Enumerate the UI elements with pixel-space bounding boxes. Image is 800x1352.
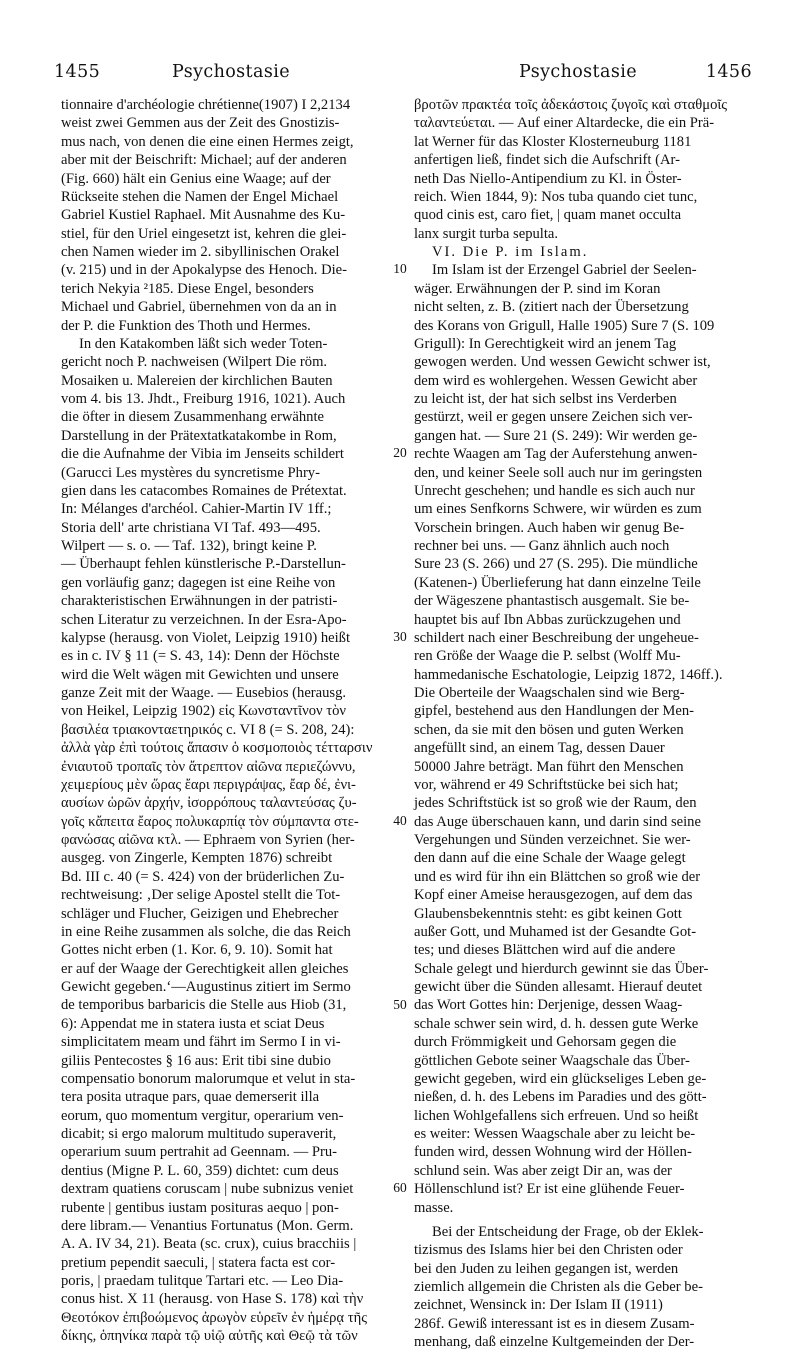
text-line: charakteristischen Erwähnungen in der patristi- [61,593,338,610]
left-column [61,96,397,1346]
text-line: neth Das Niello-Antipendium zu Kl. in Öster- [414,170,682,187]
text-line: quod cinis est, caro fiet, | quam manet occulta [414,207,682,224]
text-line: es in c. IV § 11 (= S. 43, 14): Denn der Höchste [61,648,340,665]
text-line: lichen Wohlgefallens sich erfreuen. Und so heißt [414,1107,699,1124]
text-line: ἀλλὰ γὰρ ἐπὶ τούτοις ἅπασιν ὁ κοσμοποιὸς τέτταρσιν [61,740,373,757]
text-line: anfertigen ließ, findet sich die Aufschrift (Ar- [414,152,680,169]
text-line: wäger. Erwähnungen der P. sind im Koran [414,280,661,297]
text-line: rechte Waagen am Tag der Auferstehung anwen- [414,446,698,463]
text-line: pretium pependit saeculi, | statera facta est cor- [61,1254,336,1271]
text-line: gewicht über die Sünden allesamt. Hierauf deutet [414,979,703,995]
text-line: — Überhaupt fehlen künstlerische P.-Darstellun- [61,556,346,573]
text-line: masse. [414,1199,454,1216]
text-line: Bd. III c. 40 (= S. 424) von der brüderlichen Zu- [61,868,345,885]
text-line: Grigull): In Gerechtigkeit wird an jenem Tag [414,335,677,352]
text-line: er auf der Waage der Gerechtigkeit allen gleiches [61,960,349,977]
text-line: den, und keiner Seele soll auch nur im geringsten [414,464,703,481]
text-line: 6): Appendat me in statera iusta et sciat Deus [61,1015,325,1032]
text-line: hammedanische Eschatologie, Leipzig 1872, 146ff.). [414,666,723,683]
text-line: zu leicht ist, der hat sich selbst ins Verderben [414,391,677,407]
text-line: In den Katakomben läßt sich weder Toten- [79,335,328,352]
text-line: gewogen werden. Und wessen Gewicht schwer ist, [414,354,711,371]
text-line: schen Literatur zu verzeichnen. In der Esra-Apo- [61,611,347,628]
text-line: Die Oberteile der Waagschalen sind wie Berg- [414,685,685,701]
text-line: rechner bei uns. — Ganz ähnlich auch noch [414,538,670,554]
text-line: Glaubensbekenntnis steht: es gibt keinen Gott [414,905,682,922]
text-line: gericht noch P. nachweisen (Wilpert Die röm. [61,354,328,371]
text-line: bei den Juden zu leihen gegangen ist, werden [414,1260,679,1277]
text-line: δίκης, ὁπηνίκα παρὰ τῷ υἱῷ αὐτῆς καὶ Θεῷ τὰ τῶν [61,1328,358,1345]
text-line: Darstellung in der Prätextatkatakombe in Rom, [61,427,337,444]
page-header [54,62,752,88]
text-line: schlund sein. Was aber zeigt Dir an, was der [414,1162,672,1179]
text-line: außer Gott, und Muhamed ist der Gesandte Got- [414,923,697,940]
text-line: tionnaire d'archéologie chrétienne(1907) I 2,2134 [61,97,351,113]
text-line: aber mit der Beischrift: Michael; auf der anderen [61,152,347,169]
text-line: zeichnet, Wensinck in: Der Islam II (1911) [414,1297,663,1314]
text-line: ausgeg. von Zingerle, Kempten 1876) schreibt [61,850,333,867]
text-line: gewicht gegeben, wird ein glückseliges Leben ge- [414,1070,707,1087]
text-line: conus hist. X 11 (herausg. von Hase S. 178) καὶ τὴν [61,1291,364,1308]
text-line: (Fig. 660) hält ein Genius eine Waage; auf der [61,170,331,187]
line-number: 10 [393,261,407,277]
text-line: Θεοτόκον ἐπιβοώμενος ἀρωγὸν εὑρεῖν ἐν ἡμέρᾳ τῆς [61,1309,368,1326]
text-line: de temporibus barbaricis die Stelle aus Hiob (31, [61,997,347,1014]
text-line: (v. 215) und in der Apokalypse des Henoch. Die- [61,262,347,279]
text-line: Kopf einer Ameise herausgezogen, auf dem das [414,887,693,904]
text-line: den dann auf die eine Schale der Waage gelegt [414,850,686,867]
right-page-number: 1456 [705,62,752,82]
text-line: durch Frömmigkeit und Gehorsam gegen die [414,1034,677,1051]
text-line: poris, | praedam tulitque Tartari etc. — Leo Dia- [61,1273,344,1289]
text-line: ziemlich allgemein die Christen als die Geber be- [414,1279,703,1295]
text-line: Michael und Gabriel, übernehmen von da an in [61,299,337,316]
line-number: 20 [393,445,407,461]
text-line: nießen, d. h. des Lebens im Paradies und des gött- [414,1089,707,1106]
text-line: tes; und dieses Blättchen wird auf die andere [414,942,676,959]
text-line: chen Namen wieder im 2. sibyllinischen Orakel [61,244,340,260]
text-line: mus nach, von denen die eine einen Hermes zeigt, [61,133,354,150]
text-line: simplicitatem meam und fährt im Sermo I in vi- [61,1034,341,1051]
line-number: 60 [393,1180,407,1196]
text-line: von Heikel, Leipzig 1902) εἰς Κωνσταντῖνον τὸν [61,703,347,720]
text-line: βασιλέα τριακονταετηρικός c. VI 8 (= S. 208, 24): [61,721,355,738]
text-line: In: Mélanges d'archéol. Cahier-Martin IV 1ff.; [61,501,332,518]
text-line: Schale gelegt und hierdurch gewinnt sie das Über- [414,960,709,977]
text-line: (Garucci Les mystères du syncretisme Phry- [61,464,320,481]
text-line: vom 4. bis 13. Jhdt., Freiburg 1916, 1021). Auch [61,391,346,407]
text-line: Gabriel Kustiel Raphael. Mit Ausnahme des Ku- [61,207,346,224]
text-line: gipfel, bestehend aus den Handlungen der Men- [414,703,695,720]
text-line: kalypse (herausg. von Violet, Leipzig 1910) heißt [61,629,351,646]
text-line: menhang, daß einzelne Kultgemeinden der Der- [414,1334,695,1351]
text-line: lat Werner für das Kloster Klosterneuburg 1181 [414,133,692,150]
text-line: Mosaiken u. Malereien der kirchlichen Bauten [61,372,333,389]
line-number: 30 [393,629,407,645]
text-line: 50000 Jahre beträgt. Man führt den Menschen [414,758,684,775]
text-line: Bei der Entscheidung der Frage, ob der Eklek- [432,1223,704,1240]
left-running-title: Psychostasie [172,62,290,82]
text-line: ἐνιαυτοῦ τροπαῖς τὸν ἄτρεπτον αἰῶνα περιεζώννυ, [61,758,356,775]
text-line: αυσίων ὡρῶν ἀρχήν, ἰσορρόπους ταλαντεύσας ζυ- [61,795,357,812]
text-line: Vergehungen und Sünden verzeichnet. Sie wer- [414,832,691,848]
text-line: dere libram.— Venantius Fortunatus (Mon. Germ. [61,1217,354,1234]
text-line: Gewicht gegeben.‘—Augustinus zitiert im Sermo [61,979,351,995]
text-line: das Wort Gottes hin: Derjenige, dessen Waag- [414,997,683,1014]
text-line: angefüllt sind, an einem Tag, dessen Dauer [414,740,665,757]
text-line: in eine Reihe zusammen als solche, die das Reich [61,923,351,940]
text-line: schen, da sie mit den bösen und guten Werken [414,721,684,738]
text-line: um eines Senfkorns Schwere, wir würden es zum [414,501,702,518]
text-line: rechtweisung: ‚Der selige Apostel stellt die Tot- [61,887,341,904]
text-line: der Wägeszene phantastisch ausgemalt. Sie be- [414,593,690,610]
left-page-number: 1455 [54,62,101,82]
text-line: tera posita utraque pars, quae demerserit illa [61,1089,320,1106]
text-line: ταλαντεύεται. — Auf einer Altardecke, die ein Prä- [414,115,715,132]
text-line: rubente | gentibus iustam posituras aequo | pon- [61,1199,339,1216]
text-line: operarium suum pertrahit ad Geennam. — Pru- [61,1144,337,1161]
right-column [414,96,750,1352]
text-line: der P. die Funktion des Thoth und Hermes. [61,317,311,334]
text-line: die die Aufnahme der Vibia im Jenseits schildert [61,446,344,463]
text-line: 286f. Gewiß interessant ist es in diesem Zusam- [414,1315,695,1332]
text-line: lanx surgit turba sepulta. [414,225,559,242]
text-line: χειμερίους μὲν ὥρας ἔαρι περιγράψας, ἔαρ δέ, ἐνι- [61,776,356,793]
text-line: funden wird, dessen Wohnung wird der Höllen- [414,1144,692,1161]
text-line: A. A. IV 34, 21). Beata (sc. crux), cuius bracchiis | [61,1236,357,1253]
text-line: jedes Schriftstück ist so groß wie der Raum, den [414,795,697,812]
text-line: Höllenschlund ist? Er ist eine glühende Feuer- [414,1181,685,1198]
text-line: dem wird es wohlergehen. Wessen Gewicht aber [414,372,698,389]
text-line: schildert nach einer Beschreibung der ungeheue- [414,629,699,646]
text-line: hauptet bis auf Ibn Abbas zurückzugehen und [414,611,681,628]
text-line: gien dans les catacombes Romaines de Prétextat. [61,482,347,499]
text-line: wird die Welt wägen mit Gewichten und unsere [61,666,339,683]
text-line: nicht selten, z. B. (zitiert nach der Übersetzung [414,299,689,316]
text-line: Rückseite stehen die Namen der Engel Michael [61,188,339,205]
text-line: des Korans von Grigull, Halle 1905) Sure 7 (S. 109 [414,317,715,334]
text-line: terich Nekyia ²185. Diese Engel, besonders [61,280,314,297]
text-line: Vorschein bringen. Auch haben wir genug Be- [414,519,685,536]
text-line: Im Islam ist der Erzengel Gabriel der Seelen- [432,262,697,279]
text-line: βροτῶν πρακτέα τοῖς ἀδεκάστοις ζυγοῖς καὶ σταθμοῖς [414,97,728,113]
text-line: Sure 23 (S. 266) und 27 (S. 295). Die mündliche [414,556,698,573]
text-line: das Auge überschauen kann, und darin sind seine [414,813,701,830]
text-line: Gottes nicht erben (1. Kor. 6, 9. 10). Somit hat [61,942,333,959]
right-running-title: Psychostasie [519,62,637,82]
text-line: (Katenen-) Überlieferung hat dann einzelne Teile [414,574,701,591]
text-line: ganze Zeit mit der Waage. — Eusebios (herausg. [61,685,347,701]
text-line: dextram quatiens coruscam | nube subnizus veniet [61,1181,354,1198]
text-line: und es wird für ihn ein Blättchen so groß wie der [414,868,701,885]
text-line: reich. Wien 1844, 9): Nos tuba quando ciet tunc, [414,188,698,205]
text-line: schale schwer sein wird, d. h. dessen gute Werke [414,1015,699,1032]
text-line: die öfter in diesem Zusammenhang erwähnte [61,409,325,426]
text-line: eorum, quo momentum vergitur, operarium ven- [61,1107,344,1124]
line-number: 40 [393,812,407,828]
text-line: weist zwei Gemmen aus der Zeit des Gnostizis- [61,115,340,132]
text-line: dentius (Migne P. L. 60, 359) dichtet: cum deus [61,1162,339,1179]
text-line: vor, während er 49 Schriftstücke bei sich hat; [414,776,679,793]
text-line: dicabit; si ergo malorum multitudo superaverit, [61,1126,337,1142]
text-line: Unrecht geschehen; und handle es sich auch nur [414,482,695,499]
text-line: giliis Pentecostes § 16 aus: Erit tibi sine dubio [61,1052,331,1069]
text-line: compensatio bonorum malorumque et velut in sta- [61,1070,356,1087]
line-number: 50 [393,996,407,1012]
text-line: schläger und Flucher, Geizigen und Ehebrecher [61,905,339,922]
text-line: VI. Die P. im Islam. [432,244,589,260]
text-line: Wilpert — s. o. — Taf. 132), bringt keine P. [61,538,317,554]
text-line: stiel, für den Uriel eingesetzt ist, kehren die glei- [61,225,347,242]
text-line: gestürzt, weil er gegen unsere Zeichen sich ver- [414,409,693,426]
text-line: tizismus des Islams hier bei den Christen oder [414,1242,683,1259]
text-line: φανώσας αἰῶνα κτλ. — Ephraem von Syrien (her- [61,832,355,848]
text-line: ren Größe der Waage die P. selbst (Wolff Mu- [414,648,681,665]
text-line: γοῖς κἄπειτα ἔαρος πολυκαρπίᾳ τὸν σύμπαντα στε- [61,813,359,830]
text-line: Storia dell' arte christiana VI Taf. 493—495. [61,519,321,536]
text-line: es weiter: Wessen Waagschale aber zu leicht be- [414,1126,696,1142]
text-line: gangen hat. — Sure 21 (S. 249): Wir werden ge- [414,427,698,444]
text-line: gen vorläufig ganz; dagegen ist eine Reihe von [61,574,336,591]
text-line: göttlichen Gebote seiner Waagschale das Über- [414,1052,690,1069]
